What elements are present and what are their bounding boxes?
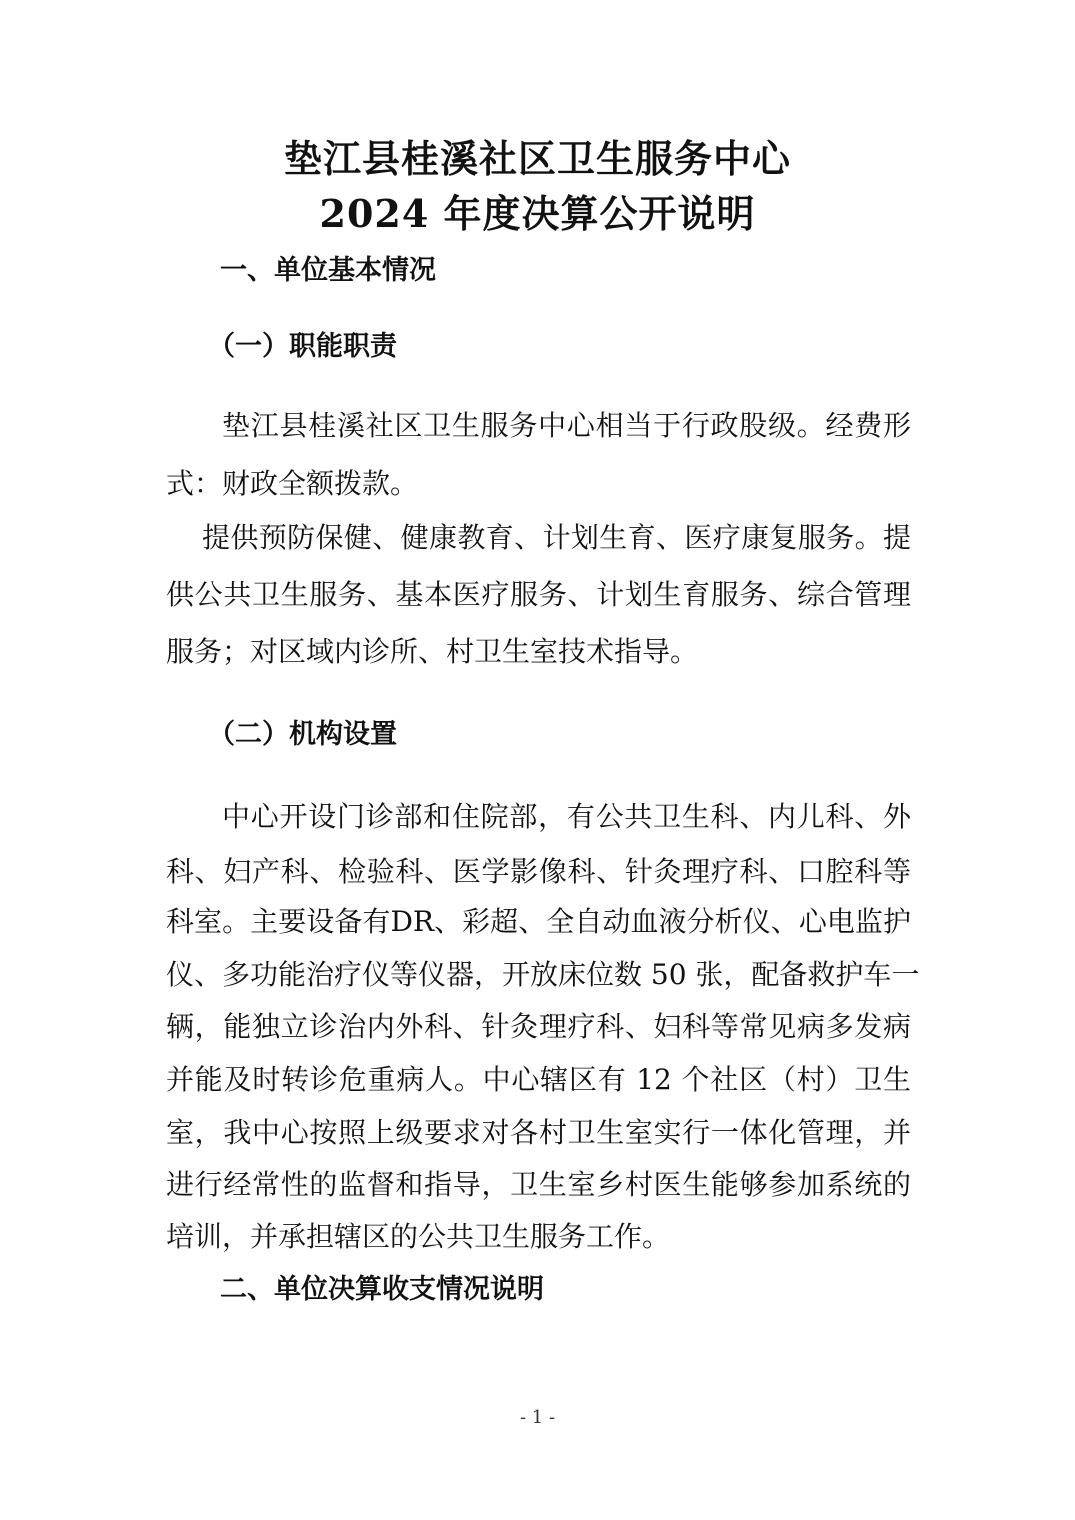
paragraph-line: 并能及时转诊危重病人。中心辖区有 12 个社区（村）卫生 bbox=[166, 1063, 911, 1096]
section1-heading: 一、单位基本情况 bbox=[220, 255, 436, 286]
section1-sub2-heading: （二）机构设置 bbox=[208, 719, 397, 750]
section1-sub1-heading: （一）职能职责 bbox=[208, 331, 397, 362]
paragraph-line: 服务；对区域内诊所、村卫生室技术指导。 bbox=[166, 635, 699, 668]
paragraph-line: 培训，并承担辖区的公共卫生服务工作。 bbox=[166, 1220, 671, 1253]
paragraph-line: 中心开设门诊部和住院部，有公共卫生科、内儿科、外 bbox=[222, 800, 911, 833]
paragraph-line: 进行经常性的监督和指导，卫生室乡村医生能够参加系统的 bbox=[166, 1168, 911, 1201]
section2-heading: 二、单位决算收支情况说明 bbox=[220, 1274, 544, 1305]
paragraph-line: 垫江县桂溪社区卫生服务中心相当于行政股级。经费形 bbox=[222, 409, 911, 442]
paragraph-line: 科、妇产科、检验科、医学影像科、针灸理疗科、口腔科等 bbox=[166, 855, 911, 888]
paragraph-line: 辆，能独立诊治内外科、针灸理疗科、妇科等常见病多发病 bbox=[166, 1010, 911, 1043]
paragraph-line: 式：财政全额拨款。 bbox=[166, 467, 419, 500]
paragraph-line: 供公共卫生服务、基本医疗服务、计划生育服务、综合管理 bbox=[166, 578, 911, 611]
document-title-line2: 2024 年度决算公开说明 bbox=[319, 191, 756, 236]
paragraph-line: 室，我中心按照上级要求对各村卫生室实行一体化管理，并 bbox=[166, 1116, 911, 1149]
page-number: - 1 - bbox=[519, 1407, 556, 1428]
paragraph-line: 科室。主要设备有DR、彩超、全自动血液分析仪、心电监护 bbox=[166, 905, 911, 938]
document-title-line1: 垫江县桂溪社区卫生服务中心 bbox=[283, 136, 791, 181]
paragraph-line: 仪、多功能治疗仪等仪器，开放床位数 50 张，配备救护车一 bbox=[166, 958, 920, 991]
paragraph-line: 提供预防保健、健康教育、计划生育、医疗康复服务。提 bbox=[202, 521, 911, 554]
